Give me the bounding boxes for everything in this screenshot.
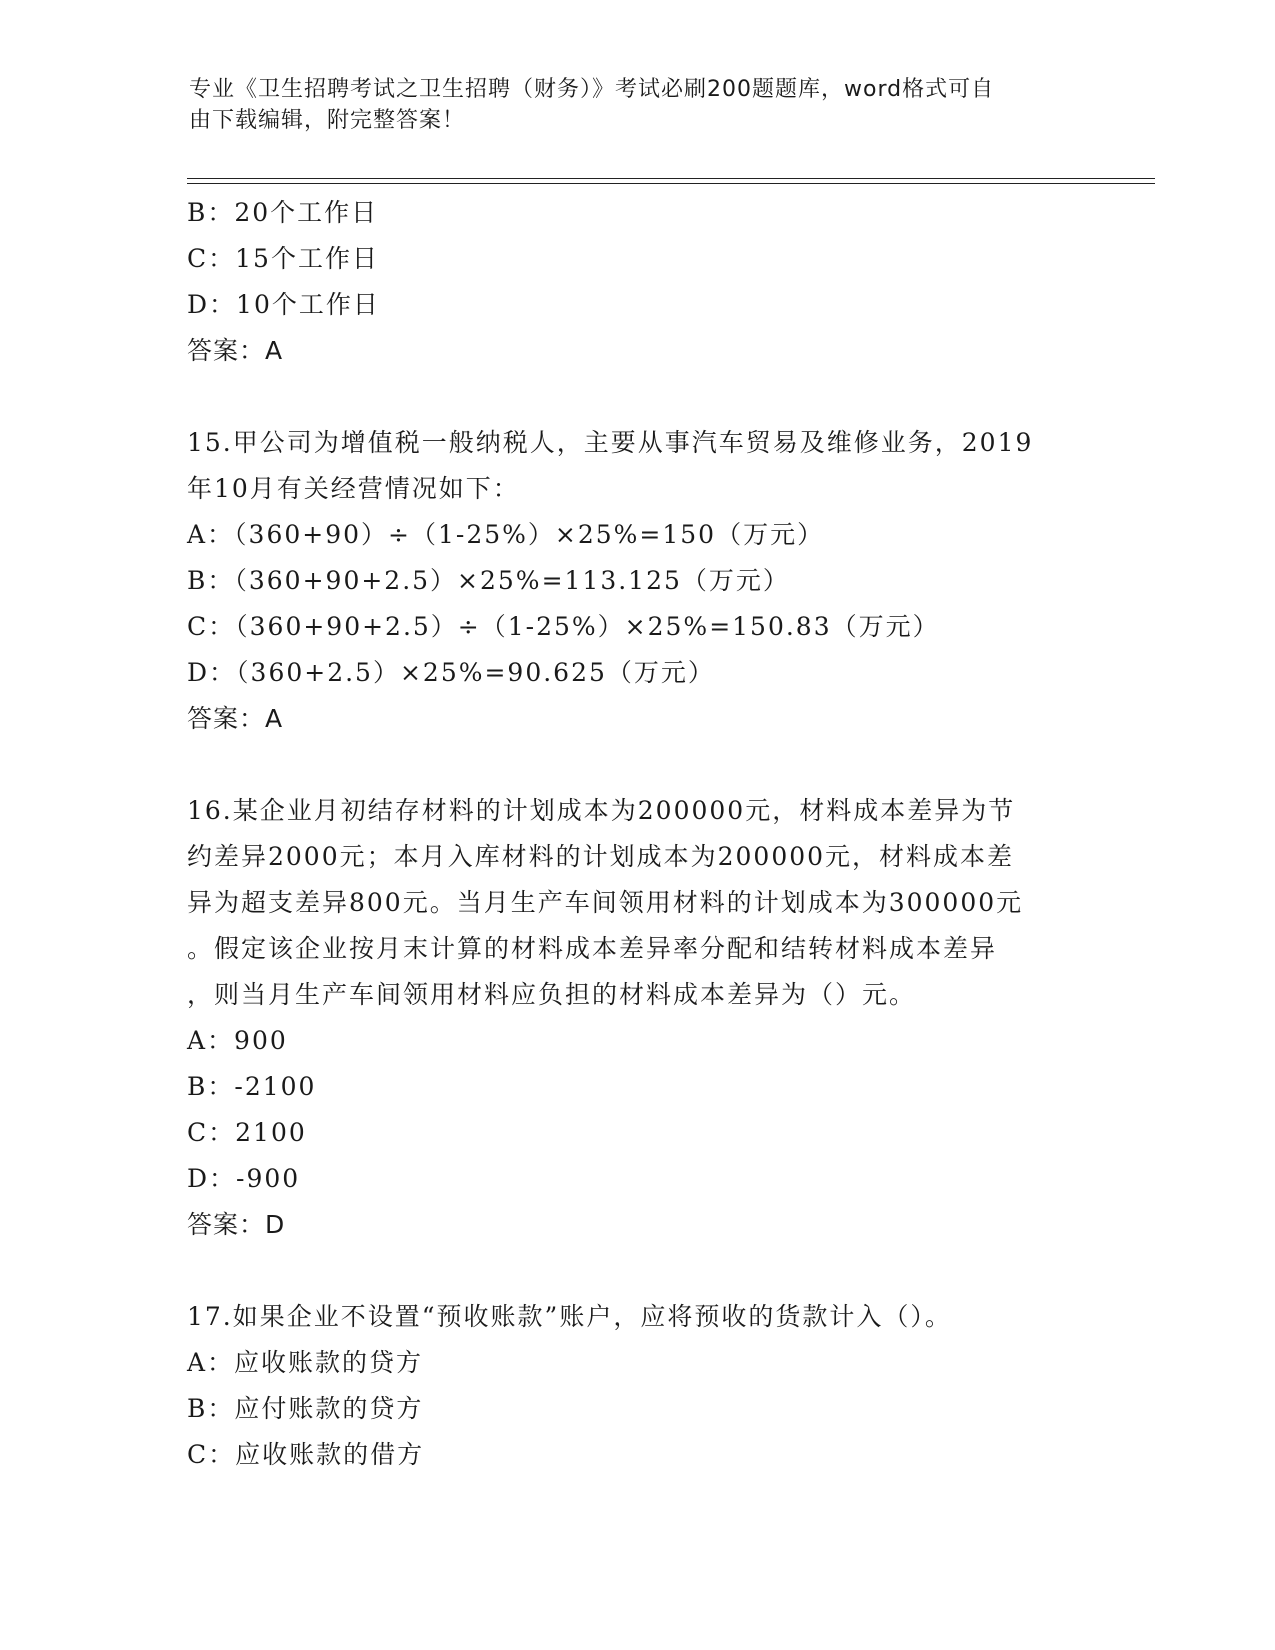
q16-stem-line-2: 约差异2000元；本月入库材料的计划成本为200000元，材料成本差	[187, 842, 1015, 871]
q15-stem-line-2: 年10月有关经营情况如下：	[187, 474, 520, 503]
q15-stem-line-1: 15.甲公司为增值税一般纳税人，主要从事汽车贸易及维修业务，2019	[187, 428, 1034, 457]
spacer	[187, 742, 1087, 788]
q16-option-a: A：900	[187, 1026, 288, 1055]
q14-answer: 答案：A	[187, 336, 284, 365]
q16-stem-line-4: 。假定该企业按月末计算的材料成本差异率分配和结转材料成本差异	[187, 934, 998, 963]
q17-option-c: C：应收账款的借方	[187, 1440, 425, 1469]
q17-option-a: A：应收账款的贷方	[187, 1348, 424, 1377]
q17-stem-line-1: 17.如果企业不设置“预收账款”账户，应将预收的货款计入（）。	[187, 1302, 952, 1331]
header-divider-bottom	[187, 183, 1155, 184]
q17-option-b: B：应付账款的贷方	[187, 1394, 424, 1423]
q14-option-c: C：15个工作日	[187, 244, 379, 273]
q16-option-d: D：-900	[187, 1164, 301, 1193]
q15-option-b: B：（360+90+2.5）×25%=113.125（万元）	[187, 566, 790, 595]
q14-option-d: D：10个工作日	[187, 290, 380, 319]
q15-answer: 答案：A	[187, 704, 284, 733]
header-divider-top	[187, 178, 1155, 179]
q16-stem-line-5: ，则当月生产车间领用材料应负担的材料成本差异为（）元。	[187, 980, 917, 1009]
q16-stem-line-3: 异为超支差异800元。当月生产车间领用材料的计划成本为300000元	[187, 888, 1024, 917]
q14-option-b: B：20个工作日	[187, 198, 379, 227]
question-content	[187, 190, 1087, 1478]
q15-option-d: D：（360+2.5）×25%=90.625（万元）	[187, 658, 715, 687]
q16-answer: 答案：D	[187, 1210, 286, 1239]
q15-option-c: C：（360+90+2.5）÷（1-25%）×25%=150.83（万元）	[187, 612, 940, 641]
q16-option-b: B：-2100	[187, 1072, 317, 1101]
q15-option-a: A：（360+90）÷（1-25%）×25%=150（万元）	[187, 520, 825, 549]
header-line-1: 专业《卫生招聘考试之卫生招聘（财务）》考试必刷200题题库，word格式可自	[189, 77, 995, 102]
q16-option-c: C：2100	[187, 1118, 307, 1147]
spacer	[187, 1248, 1087, 1294]
document-header	[189, 74, 1069, 136]
q16-stem-line-1: 16.某企业月初结存材料的计划成本为200000元，材料成本差异为节	[187, 796, 1016, 825]
header-line-2: 由下载编辑，附完整答案！	[189, 108, 466, 133]
spacer	[187, 374, 1087, 420]
